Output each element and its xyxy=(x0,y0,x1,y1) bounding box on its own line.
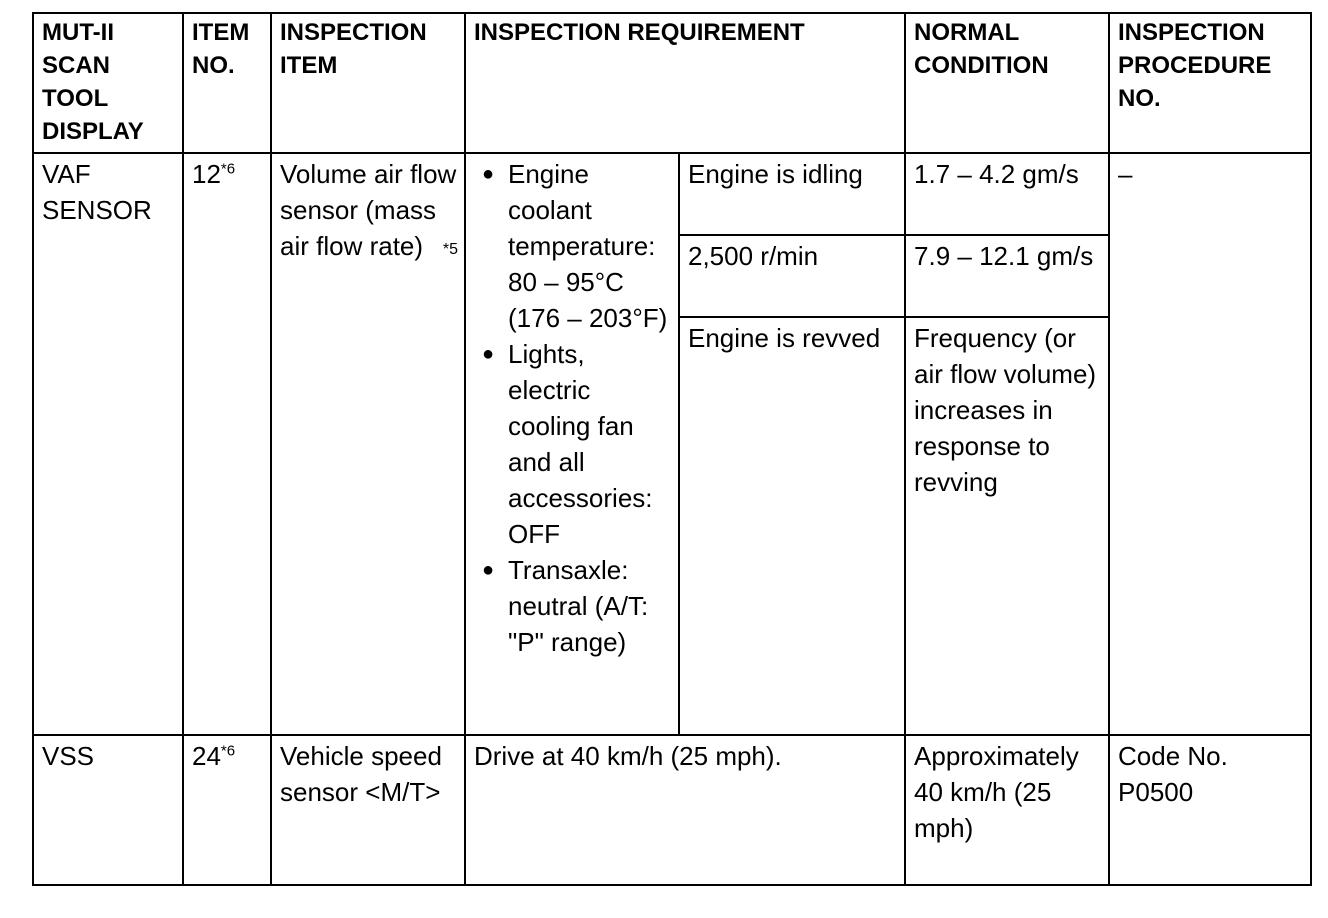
vaf-normal-idle: 1.7 – 4.2 gm/s xyxy=(905,153,1109,235)
table-row xyxy=(33,153,1311,235)
header-item-no: ITEM NO. xyxy=(183,13,271,153)
vaf-state-2500: 2,500 r/min xyxy=(679,235,905,317)
vaf-inspection-item-text: Volume air flow sensor (mass air flow rate) xyxy=(280,159,457,261)
vaf-requirements xyxy=(465,153,679,735)
vaf-normal-revved: Frequency (or air flow volume) increases in response to revving xyxy=(905,317,1109,735)
requirements-list xyxy=(474,156,672,660)
vss-normal: Approximately 40 km/h (25 mph) xyxy=(905,735,1109,885)
header-normal-condition: NORMAL CONDITION xyxy=(905,13,1109,153)
vaf-item-no-value: 12 xyxy=(192,159,221,189)
vss-display: VSS xyxy=(33,735,183,885)
header-display: MUT-II SCAN TOOL DISPLAY xyxy=(33,13,183,153)
bullet-icon: ● xyxy=(482,163,495,185)
vaf-inspection-item-note: *5 xyxy=(442,241,458,258)
header-requirement: INSPECTION REQUIREMENT xyxy=(465,13,905,153)
vaf-normal-2500: 7.9 – 12.1 gm/s xyxy=(905,235,1109,317)
vss-item-no-value: 24 xyxy=(192,741,221,771)
vaf-item-no-note: *6 xyxy=(220,160,236,178)
vss-item-no-note: *6 xyxy=(220,742,236,760)
vaf-inspection-item xyxy=(271,153,465,735)
vaf-display: VAF SENSOR xyxy=(33,153,183,735)
vss-requirement: Drive at 40 km/h (25 mph). xyxy=(465,735,905,885)
requirement-text: Transaxle: neutral (A/T: "P" range) xyxy=(508,555,649,657)
table-row xyxy=(33,735,1311,885)
bullet-icon: ● xyxy=(482,343,495,365)
inspection-table xyxy=(32,12,1312,886)
vss-inspection-item: Vehicle speed sensor <M/T> xyxy=(271,735,465,885)
vaf-item-no xyxy=(183,153,271,735)
vaf-state-idle: Engine is idling xyxy=(679,153,905,235)
vaf-procedure-no: – xyxy=(1109,153,1311,735)
list-item xyxy=(474,552,672,660)
vss-item-no xyxy=(183,735,271,885)
list-item xyxy=(474,156,672,336)
requirement-text: Engine coolant temperature: 80 – 95°C (176 – 203°F) xyxy=(508,159,668,333)
requirement-text: Lights, electric cooling fan and all accessories: OFF xyxy=(508,339,653,549)
vss-procedure-no: Code No. P0500 xyxy=(1109,735,1311,885)
header-inspection-item: INSPECTION ITEM xyxy=(271,13,465,153)
header-procedure-no: INSPECTION PROCEDURE NO. xyxy=(1109,13,1311,153)
header-row xyxy=(33,13,1311,153)
bullet-icon: ● xyxy=(482,559,495,581)
list-item xyxy=(474,336,672,552)
vaf-state-revved: Engine is revved xyxy=(679,317,905,735)
